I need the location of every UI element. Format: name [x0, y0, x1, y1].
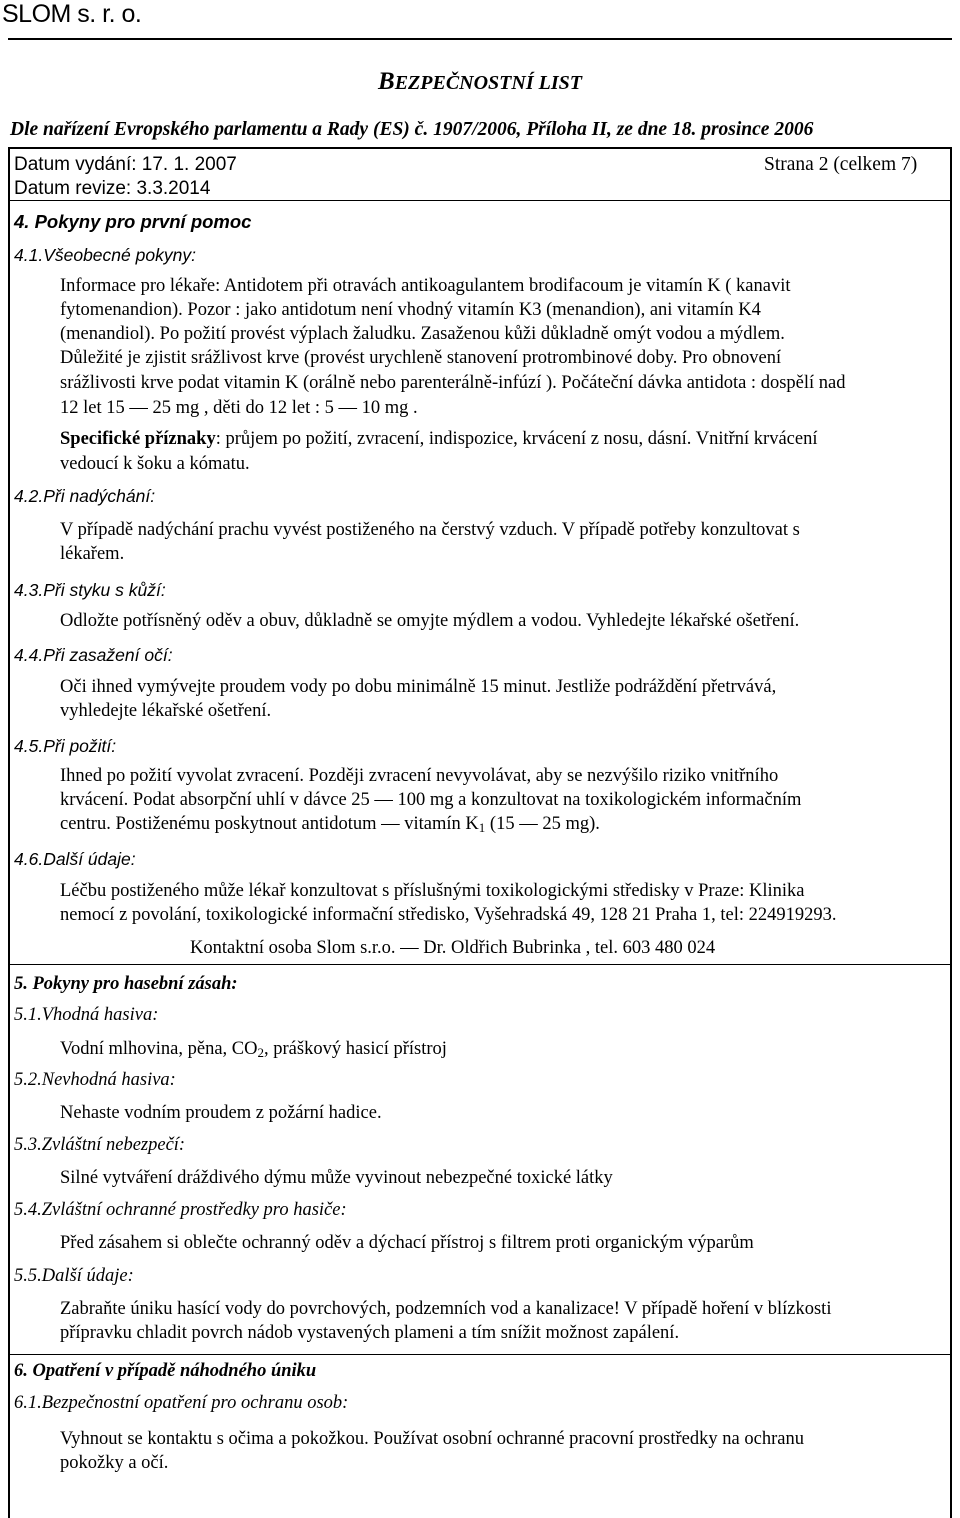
title-initial: B	[378, 68, 395, 95]
company-name: SLOM s. r. o.	[2, 0, 142, 28]
contact-person: Kontaktní osoba Slom s.r.o. — Dr. Oldřich Bubrinka , tel. 603 480 024	[190, 938, 716, 958]
section-5-heading: 5. Pokyny pro hasební zásah:	[14, 974, 238, 994]
section-divider	[10, 964, 950, 965]
section-5-4-label: 5.4.Zvláštní ochranné prostředky pro hasiče:	[14, 1200, 347, 1220]
section-4-3-label: 4.3.Při styku s kůží:	[14, 580, 166, 600]
s54-text: Před zásahem si oblečte ochranný oděv a dýchací přístroj s filtrem proti organickým výparům	[60, 1233, 754, 1253]
s51-text-post: , práškový hasicí přístroj	[264, 1039, 447, 1059]
s42-line: V případě nadýchání prachu vyvést postiženého na čerstvý vzduch. V případě potřeby konzultovat s	[60, 520, 800, 540]
section-4-2-label: 4.2.Při nadýchání:	[14, 486, 156, 506]
s45-line-3	[60, 812, 600, 836]
s45-line-3-pre: centru. Postiženému poskytnout antidotum — vitamín K	[60, 814, 479, 834]
s51-text-sub: 2	[257, 1045, 264, 1060]
issue-date: Datum vydání: 17. 1. 2007	[14, 154, 237, 175]
s52-text: Nehaste vodním proudem z požární hadice.	[60, 1103, 382, 1123]
header-divider	[8, 38, 952, 40]
s55-line: Zabraňte úniku hasící vody do povrchových, podzemních vod a kanalizace! V případě hoření v blízkosti	[60, 1299, 832, 1319]
s46-line: Léčbu postiženého může lékař konzultovat s příslušnými toxikologickými středisky v Praze: Klinika	[60, 881, 805, 901]
page-info: Strana 2 (celkem 7)	[764, 154, 918, 175]
s44-line: vyhledejte lékařské ošetření.	[60, 701, 272, 721]
section-5-2-label: 5.2.Nevhodná hasiva:	[14, 1070, 176, 1090]
s55-line: přípravku chladit povrch nádob vystavených plameni a tím snížit možnost zapálení.	[60, 1323, 680, 1343]
s41-line: srážlivosti krve podat vitamin K (orálně nebo parenterálně-infúzí ). Počáteční dávka antidota : dospělí nad	[60, 373, 846, 393]
s42-line: lékařem.	[60, 544, 125, 564]
regulation-line: Dle nařízení Evropského parlamentu a Rady (ES) č. 1907/2006, Příloha II, ze dne 18. prosince 2006	[10, 119, 814, 140]
s46-line: nemocí z povolání, toxikologické informační středisko, Vyšehradská 49, 128 21 Praha 1, tel: 224919293.	[60, 905, 837, 925]
revision-date: Datum revize: 3.3.2014	[14, 178, 211, 199]
s45-line-3-post: (15 — 25 mg).	[485, 814, 600, 834]
symptoms-label: Specifické příznaky	[60, 429, 216, 449]
s51-text	[60, 1037, 447, 1061]
s45-line-3-sub: 1	[478, 820, 486, 835]
section-6-1-label: 6.1.Bezpečnostní opatření pro ochranu osob:	[14, 1393, 349, 1413]
s41-line: (menandiol). Po požití provést výplach žaludku. Zasaženou kůži důkladně omýt vodou a mýdlem.	[60, 324, 785, 344]
section-5-1-label: 5.1.Vhodná hasiva:	[14, 1005, 159, 1025]
s41-line: 12 let 15 — 25 mg , děti do 12 let : 5 — 10 mg .	[60, 398, 418, 418]
section-4-1-label: 4.1.Všeobecné pokyny:	[14, 245, 196, 265]
section-4-5-label: 4.5.Při požití:	[14, 736, 117, 756]
s51-text-pre: Vodní mlhovina, pěna, CO	[60, 1039, 258, 1059]
s44-line: Oči ihned vymývejte proudem vody po dobu minimálně 15 minut. Jestliže podráždění přetrvává,	[60, 677, 777, 697]
symptoms-line-2: vedoucí k šoku a kómatu.	[60, 454, 250, 474]
section-4-6-label: 4.6.Další údaje:	[14, 849, 136, 869]
s41-line: fytomenandion). Pozor : jako antidotum není vhodný vitamín K3 (menandion), ani vitamín K4	[60, 300, 761, 320]
s41-line: Informace pro lékaře: Antidotem při otravách antikoagulantem brodifacoum je vitamín K ( kanavit	[60, 276, 791, 296]
section-4-4-label: 4.4.Při zasažení očí:	[14, 645, 173, 665]
s45-line: Ihned po požití vyvolat zvracení. Později zvracení nevyvolávat, aby se nezvýšilo riziko vnitřního	[60, 766, 779, 786]
s43-line: Odložte potřísněný oděv a obuv, důkladně se omyjte mýdlem a vodou. Vyhledejte lékařské ošetření.	[60, 611, 800, 631]
section-6-heading: 6. Opatření v případě náhodného úniku	[14, 1361, 317, 1381]
frame-top-border	[8, 147, 952, 149]
meta-divider	[10, 200, 950, 201]
frame-left-border	[8, 147, 10, 1518]
s61-line: pokožky a očí.	[60, 1453, 169, 1473]
s53-text: Silné vytváření dráždivého dýmu může vyvinout nebezpečné toxické látky	[60, 1168, 613, 1188]
section-5-3-label: 5.3.Zvláštní nebezpečí:	[14, 1135, 186, 1155]
s61-line: Vyhnout se kontaktu s očima a pokožkou. Používat osobní ochranné pracovní prostředky na ochranu	[60, 1429, 804, 1449]
document-title	[0, 68, 960, 96]
s41-line: Důležité je zjistit srážlivost krve (provést urychleně stanovení protrombinové doby. Pro obnovení	[60, 348, 782, 368]
symptoms-text: : průjem po požití, zvracení, indispozice, krvácení z nosu, dásní. Vnitřní krvácení	[215, 429, 818, 449]
title-rest: EZPEČNOSTNÍ LIST	[394, 72, 582, 94]
section-divider	[10, 1354, 950, 1355]
section-5-5-label: 5.5.Další údaje:	[14, 1266, 134, 1286]
section-4-heading: 4. Pokyny pro první pomoc	[14, 211, 252, 232]
frame-right-border	[950, 147, 952, 1518]
s45-line: krvácení. Podat absorpční uhlí v dávce 25 — 100 mg a konzultovat na toxikologickém informačním	[60, 790, 802, 810]
symptoms-line	[60, 427, 817, 451]
